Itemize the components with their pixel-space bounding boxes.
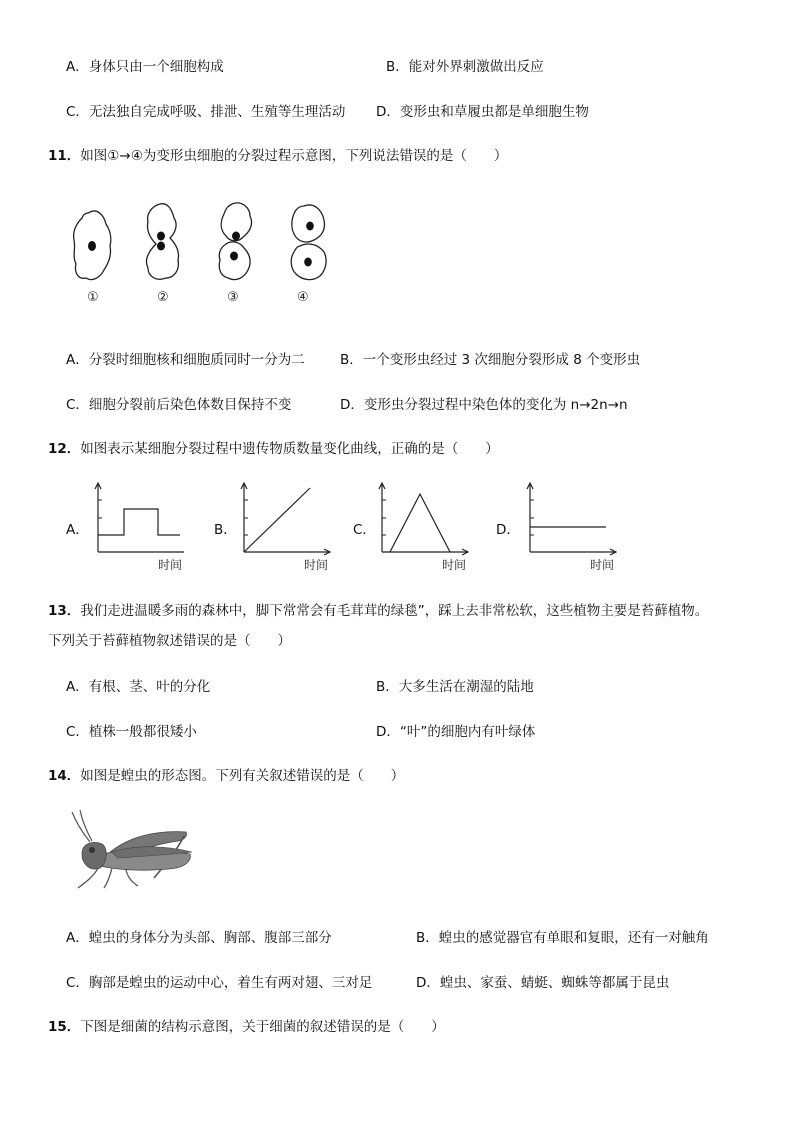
amoeba-nucleus-4b [304,258,312,267]
grasshopper-image [68,808,198,893]
q12-stem: 如图表示某细胞分裂过程中遗传物质数量变化曲线，正确的是（ ） [80,441,499,457]
amoeba-nucleus-2a [157,232,165,241]
q12-option-c-letter: C． [353,522,376,538]
q12-graph-c-xlabel: 时间 [442,558,467,572]
q11-number: 11． [48,148,81,164]
q12-graph-b [234,480,334,575]
figure-label-4: ④ [297,290,309,305]
q15-stem: 下图是细菌的结构示意图，关于细菌的叙述错误的是（ ） [80,1019,445,1035]
q12-graph-a-xlabel: 时间 [158,558,183,572]
q10-option-b: B．能对外界刺激做出反应 [386,59,544,75]
amoeba-nucleus-2b [157,242,165,251]
q14-option-a: A．蝗虫的身体分为头部、胸部、腹部三部分 [66,930,332,946]
q11-option-d: D．变形虫分裂过程中染色体的变化为 n→2n→n [340,397,628,413]
q11-option-c: C．细胞分裂前后染色体数目保持不变 [66,397,292,413]
q12-question [48,437,499,457]
q14-option-b: B．蝗虫的感觉器官有单眼和复眼，还有一对触角 [416,930,709,946]
q12-graph-d [520,480,630,575]
q10-option-d: D．变形虫和草履虫都是单细胞生物 [376,104,589,120]
q13-option-d: D．“叶”的细胞内有叶绿体 [376,724,536,740]
amoeba-cell-3b [219,242,250,280]
q12-graph-c [372,480,472,575]
q12-curve-a [98,509,180,535]
q11-stem: 如图①→④为变形虫细胞的分裂过程示意图，下列说法错误的是（ ） [80,148,508,164]
q11-question [48,144,507,164]
q11-option-b: B．一个变形虫经过 3 次细胞分裂形成 8 个变形虫 [340,352,641,368]
q14-option-c: C．胸部是蝗虫的运动中心，着生有两对翅、三对足 [66,975,373,991]
q13-stem-line2: 下列关于苔藓植物叙述错误的是（ ） [48,633,291,649]
q13-question [48,599,708,619]
q15-number: 15． [48,1019,81,1035]
q12-graph-a [88,480,188,575]
q15-question [48,1015,445,1035]
q10-option-a: A．身体只由一个细胞构成 [66,59,224,75]
amoeba-nucleus-4a [306,222,314,231]
q10-option-c: C．无法独自完成呼吸、排泄、生殖等生理活动 [66,104,346,120]
q12-option-b-letter: B． [214,522,237,538]
amoeba-nucleus-3a [232,232,240,241]
figure-label-3: ③ [227,290,239,305]
amoeba-nucleus-1 [88,241,96,251]
figure-label-1: ① [87,290,99,305]
q14-option-d: D．蝗虫、家蚕、蜻蜓、蜘蛛等都属于昆虫 [416,975,670,991]
figure-label-2: ② [157,290,169,305]
q13-stem-line1: 我们走进温暖多雨的森林中，脚下常常会有毛茸茸的绿毯”，踩上去非常松软，这些植物主要是苔藓植物。 [80,603,709,619]
q12-option-d-letter: D． [496,522,520,538]
q12-option-a-letter: A． [66,522,89,538]
q12-curve-b [244,488,310,552]
amoeba-nucleus-3b [230,252,238,261]
amoeba-cell-2 [146,204,178,280]
q14-question [48,764,404,784]
q14-number: 14． [48,768,81,784]
q13-option-c: C．植株一般都很矮小 [66,724,197,740]
q12-curve-c [390,494,450,552]
q12-number: 12． [48,441,81,457]
q13-number: 13． [48,603,81,619]
q13-option-b: B．大多生活在潮湿的陆地 [376,679,534,695]
q11-option-a: A．分裂时细胞核和细胞质同时一分为二 [66,352,305,368]
q14-stem: 如图是蝗虫的形态图。下列有关叙述错误的是（ ） [80,768,405,784]
q12-graph-b-xlabel: 时间 [304,558,329,572]
q12-graph-d-xlabel: 时间 [590,558,615,572]
q13-option-a: A．有根、茎、叶的分化 [66,679,211,695]
amoeba-division-figure [60,200,340,310]
